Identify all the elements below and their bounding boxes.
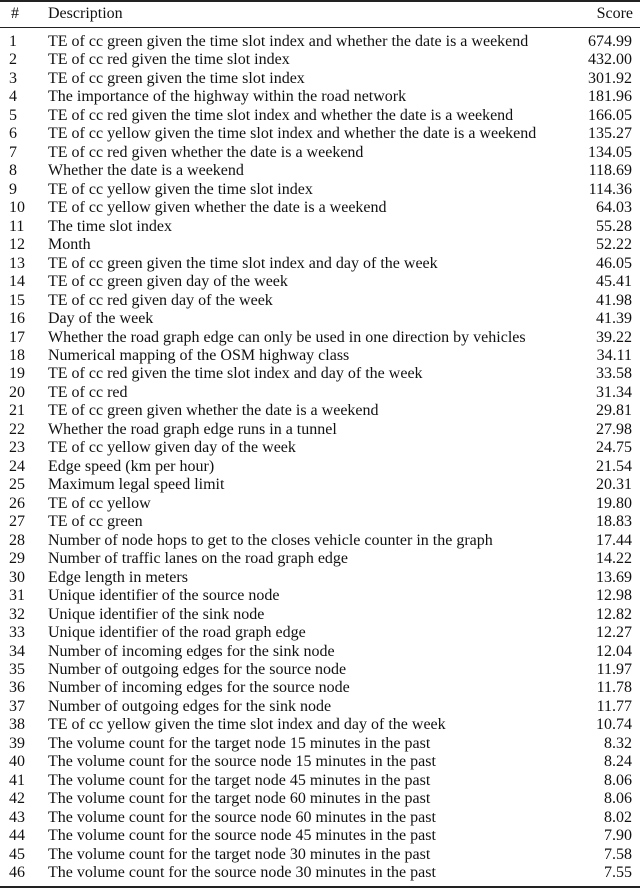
table-header — [0, 5, 640, 23]
row-num: 6 — [9, 125, 17, 143]
row-description: TE of cc yellow given day of the week — [48, 439, 296, 457]
row-score: 7.58 — [604, 845, 632, 863]
row-description: Number of incoming edges for the source node — [48, 679, 350, 697]
row-num: 9 — [9, 180, 17, 198]
row-score: 33.58 — [596, 365, 632, 383]
table-row — [0, 790, 640, 808]
row-score: 8.02 — [604, 808, 632, 826]
row-num: 45 — [9, 845, 25, 863]
row-score: 8.32 — [604, 734, 632, 752]
row-description: The volume count for the source node 15 minutes in the past — [48, 753, 436, 771]
table-row — [0, 292, 640, 310]
row-description: Number of traffic lanes on the road graph edge — [48, 550, 349, 568]
row-score: 181.96 — [588, 88, 632, 106]
table-row — [0, 125, 640, 143]
row-description: TE of cc yellow given the time slot index and day of the week — [48, 716, 446, 734]
row-num: 40 — [9, 753, 25, 771]
row-score: 12.82 — [596, 605, 632, 623]
row-num: 32 — [9, 605, 25, 623]
row-description: The volume count for the source node 45 minutes in the past — [48, 827, 436, 845]
table-row — [0, 88, 640, 106]
header-score: Score — [596, 5, 633, 22]
row-num: 3 — [9, 69, 17, 87]
row-description: Number of outgoing edges for the sink node — [48, 697, 332, 715]
row-description: Numerical mapping of the OSM highway class — [48, 346, 350, 364]
table-row — [0, 809, 640, 827]
row-score: 301.92 — [588, 69, 632, 87]
row-num: 15 — [9, 291, 25, 309]
row-num: 35 — [9, 660, 25, 678]
table-row — [0, 587, 640, 605]
row-description: TE of cc yellow given the time slot index — [48, 180, 313, 198]
table-row — [0, 199, 640, 217]
table-row — [0, 402, 640, 420]
row-num: 23 — [9, 439, 25, 457]
table-row — [0, 421, 640, 439]
row-num: 1 — [9, 33, 17, 50]
row-num: 17 — [9, 328, 25, 346]
row-description: TE of cc red given day of the week — [48, 291, 273, 309]
row-num: 21 — [9, 402, 25, 420]
row-num: 46 — [9, 864, 25, 882]
row-score: 46.05 — [596, 254, 632, 272]
row-num: 28 — [9, 531, 25, 549]
row-score: 8.06 — [604, 771, 632, 789]
table-row — [0, 716, 640, 734]
bottom-rule — [0, 886, 640, 888]
table-row — [0, 735, 640, 753]
header-rule — [0, 27, 640, 28]
table-row — [0, 606, 640, 624]
table-row — [0, 255, 640, 273]
row-num: 26 — [9, 494, 25, 512]
table-row — [0, 772, 640, 790]
row-score: 7.90 — [604, 827, 632, 845]
row-description: Whether the road graph edge runs in a tunnel — [48, 420, 337, 438]
table-row — [0, 51, 640, 69]
row-description: Maximum legal speed limit — [48, 476, 225, 494]
row-num: 10 — [9, 199, 25, 217]
row-description: Unique identifier of the road graph edge — [48, 624, 306, 642]
row-score: 11.77 — [596, 697, 632, 715]
row-num: 24 — [9, 457, 25, 475]
table-row — [0, 624, 640, 642]
row-description: The volume count for the target node 30 minutes in the past — [48, 845, 431, 863]
row-num: 29 — [9, 550, 25, 568]
row-num: 5 — [9, 106, 17, 124]
table-row — [0, 476, 640, 494]
table-row — [0, 495, 640, 513]
row-description: Edge speed (km per hour) — [48, 457, 215, 475]
row-num: 39 — [9, 734, 25, 752]
row-score: 45.41 — [596, 273, 632, 291]
row-num: 41 — [9, 771, 25, 789]
row-description: TE of cc green given the time slot index and whether the date is a weekend — [48, 33, 529, 50]
table-row — [0, 679, 640, 697]
row-num: 37 — [9, 697, 25, 715]
row-score: 17.44 — [596, 531, 632, 549]
row-description: The importance of the highway within the road network — [48, 88, 407, 106]
row-num: 36 — [9, 679, 25, 697]
row-score: 19.80 — [596, 494, 632, 512]
table-row — [0, 753, 640, 771]
row-num: 44 — [9, 827, 25, 845]
row-score: 24.75 — [596, 439, 632, 457]
row-description: Unique identifier of the sink node — [48, 605, 265, 623]
row-num: 2 — [9, 51, 17, 69]
row-num: 16 — [9, 310, 25, 328]
row-description: Whether the road graph edge can only be used in one direction by vehicles — [48, 328, 526, 346]
row-score: 64.03 — [596, 199, 632, 217]
table-row — [0, 310, 640, 328]
table-row — [0, 661, 640, 679]
row-score: 12.04 — [596, 642, 632, 660]
row-num: 12 — [9, 236, 25, 254]
row-score: 31.34 — [596, 383, 632, 401]
table-row — [0, 107, 640, 125]
row-num: 19 — [9, 365, 25, 383]
table-row — [0, 273, 640, 291]
row-description: TE of cc red given the time slot index and day of the week — [48, 365, 423, 383]
row-score: 12.98 — [596, 587, 632, 605]
table-row — [0, 439, 640, 457]
table-row — [0, 384, 640, 402]
table-row — [0, 181, 640, 199]
row-description: TE of cc green given the time slot index — [48, 69, 305, 87]
row-num: 22 — [9, 420, 25, 438]
row-description: TE of cc yellow given the time slot index and whether the date is a weekend — [48, 125, 537, 143]
row-description: TE of cc yellow given whether the date is a weekend — [48, 199, 387, 217]
row-score: 134.05 — [588, 143, 632, 161]
table-row — [0, 33, 640, 51]
row-num: 30 — [9, 568, 25, 586]
row-description: The volume count for the source node 60 minutes in the past — [48, 808, 436, 826]
row-description: The volume count for the target node 45 minutes in the past — [48, 771, 431, 789]
row-score: 11.78 — [596, 679, 632, 697]
row-num: 18 — [9, 346, 25, 364]
table-row — [0, 643, 640, 661]
row-score: 7.55 — [604, 864, 632, 882]
row-num: 4 — [9, 88, 17, 106]
row-description: Whether the date is a weekend — [48, 162, 244, 180]
row-score: 13.69 — [596, 568, 632, 586]
row-description: TE of cc red given the time slot index and whether the date is a weekend — [48, 106, 514, 124]
top-rule — [0, 0, 640, 2]
row-score: 10.74 — [596, 716, 632, 734]
row-score: 29.81 — [596, 402, 632, 420]
row-score: 118.69 — [588, 162, 632, 180]
row-score: 20.31 — [596, 476, 632, 494]
header-num: # — [11, 5, 19, 22]
row-description: Unique identifier of the source node — [48, 587, 280, 605]
row-num: 20 — [9, 383, 25, 401]
row-score: 39.22 — [596, 328, 632, 346]
table-row — [0, 162, 640, 180]
table-row — [0, 329, 640, 347]
row-num: 33 — [9, 624, 25, 642]
table-row — [0, 513, 640, 531]
table-row — [0, 864, 640, 882]
table-row — [0, 458, 640, 476]
row-description: The volume count for the target node 15 minutes in the past — [48, 734, 431, 752]
table-row — [0, 698, 640, 716]
row-num: 34 — [9, 642, 25, 660]
row-description: Number of node hops to get to the closes vehicle counter in the graph — [48, 531, 493, 549]
row-description: TE of cc red — [48, 383, 128, 401]
row-num: 7 — [9, 143, 17, 161]
table-row — [0, 70, 640, 88]
table-row — [0, 347, 640, 365]
row-score: 34.11 — [596, 346, 632, 364]
table-row — [0, 365, 640, 383]
row-description: The volume count for the target node 60 minutes in the past — [48, 790, 431, 808]
row-description: The volume count for the source node 30 minutes in the past — [48, 864, 436, 882]
row-num: 42 — [9, 790, 25, 808]
row-score: 432.00 — [588, 51, 632, 69]
row-description: TE of cc red given whether the date is a weekend — [48, 143, 364, 161]
row-score: 114.36 — [588, 180, 632, 198]
row-num: 13 — [9, 254, 25, 272]
row-score: 14.22 — [596, 550, 632, 568]
row-score: 8.06 — [604, 790, 632, 808]
row-score: 52.22 — [596, 236, 632, 254]
row-score: 11.97 — [596, 660, 632, 678]
table-row — [0, 846, 640, 864]
row-description: TE of cc green given day of the week — [48, 273, 288, 291]
table-row — [0, 532, 640, 550]
row-description: TE of cc green — [48, 513, 143, 531]
table-row — [0, 550, 640, 568]
row-score: 8.24 — [604, 753, 632, 771]
row-score: 12.27 — [596, 624, 632, 642]
row-num: 31 — [9, 587, 25, 605]
row-description: Number of incoming edges for the sink node — [48, 642, 335, 660]
row-description: Day of the week — [48, 310, 154, 328]
row-description: TE of cc yellow — [48, 494, 151, 512]
table-row — [0, 218, 640, 236]
row-num: 38 — [9, 716, 25, 734]
row-score: 41.39 — [596, 310, 632, 328]
row-score: 166.05 — [588, 106, 632, 124]
table-row — [0, 236, 640, 254]
table-row — [0, 144, 640, 162]
row-num: 11 — [9, 217, 25, 235]
row-num: 8 — [9, 162, 17, 180]
row-description: Month — [48, 236, 91, 254]
row-score: 27.98 — [596, 420, 632, 438]
row-num: 25 — [9, 476, 25, 494]
row-score: 55.28 — [596, 217, 632, 235]
row-score: 674.99 — [588, 33, 632, 50]
row-description: Edge length in meters — [48, 568, 188, 586]
row-description: TE of cc green given whether the date is a weekend — [48, 402, 379, 420]
row-description: The time slot index — [48, 217, 172, 235]
row-score: 21.54 — [596, 457, 632, 475]
row-num: 27 — [9, 513, 25, 531]
row-num: 14 — [9, 273, 25, 291]
row-description: Number of outgoing edges for the source node — [48, 660, 347, 678]
row-score: 135.27 — [588, 125, 632, 143]
row-description: TE of cc red given the time slot index — [48, 51, 290, 69]
row-num: 43 — [9, 808, 25, 826]
table-row — [0, 827, 640, 845]
table-row — [0, 569, 640, 587]
row-score: 41.98 — [596, 291, 632, 309]
row-score: 18.83 — [596, 513, 632, 531]
header-description: Description — [48, 5, 123, 22]
row-description: TE of cc green given the time slot index and day of the week — [48, 254, 438, 272]
